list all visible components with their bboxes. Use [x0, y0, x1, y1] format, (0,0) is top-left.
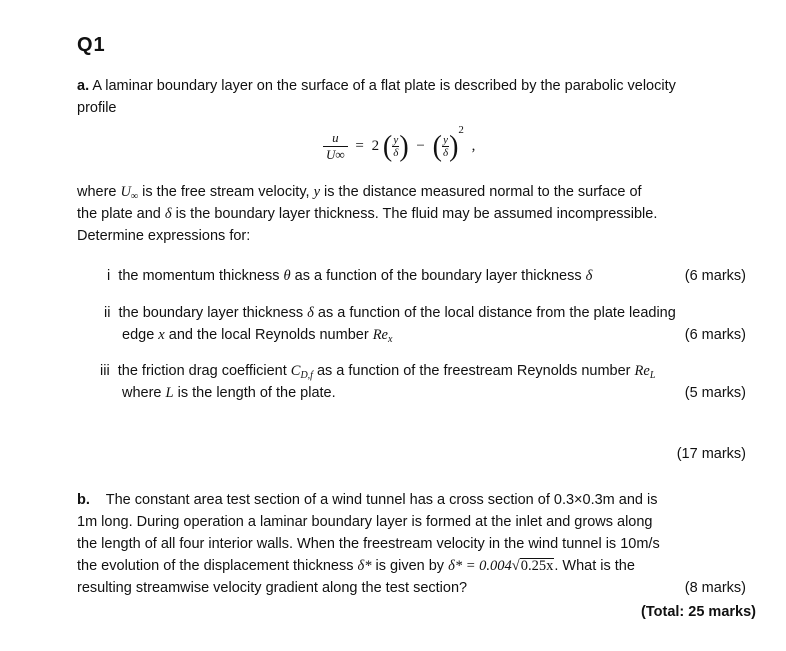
velocity-profile-equation: $\frac{u}{U\infty}$ = 2 ( $\frac{y}{\delta}$ ) − ( $\frac{y}{\delta}$ )2 ,: [323, 130, 479, 176]
item-i-marks: (6 marks): [684, 268, 746, 284]
grand-total-marks: (Total: 25 marks): [641, 604, 756, 620]
lhs-fraction: $\frac{u}{U\infty}$: [323, 130, 348, 163]
where-line2: the plate and δ is the boundary layer thickness. The fluid may be assumed incompressible.: [77, 206, 658, 222]
item-ii-line1: ii the boundary layer thickness δ as a function of the local distance from the plate leading: [104, 305, 676, 321]
part-a-intro-line1: [77, 78, 676, 94]
part-b-line4: the evolution of the displacement thickness δ* is given by δ* = 0.004√0.25x. What is the: [77, 558, 635, 574]
item-iii-line2: where L is the length of the plate.: [122, 385, 336, 401]
item-ii-marks: (6 marks): [684, 327, 746, 343]
part-a-intro-line2: profile: [77, 100, 117, 116]
part-b-label: b.: [77, 492, 90, 508]
part-a-total-marks: (17 marks): [676, 446, 746, 462]
part-a-label: a.: [77, 78, 90, 94]
item-ii-line2: edge x and the local Reynolds number $Re_x$: [122, 327, 393, 345]
displacement-thickness-equation: δ* = 0.004: [448, 558, 512, 574]
part-b-line5: resulting streamwise velocity gradient along the test section?: [77, 580, 468, 596]
item-iii-line1: iii the friction drag coefficient $C_{D,f}$ as a function of the freestream Reynolds number $Re_L$: [100, 363, 656, 381]
question-title: Q1: [77, 34, 106, 56]
part-a-intro-text: A laminar boundary layer on the surface of a flat plate is described by the parabolic velocity: [92, 78, 676, 94]
item-i: i the momentum thickness θ as a function of the boundary layer thickness δ: [107, 268, 593, 284]
where-line3: Determine expressions for:: [77, 228, 251, 244]
part-b-line3: the length of all four interior walls. When the freestream velocity in the wind tunnel is 10m/s: [77, 536, 660, 552]
part-b-line1: b. The constant area test section of a wind tunnel has a cross section of 0.3×0.3m and is: [77, 492, 658, 508]
where-line1: where $U_\infty$ is the free stream velocity, y is the distance measured normal to the surface of: [77, 184, 642, 202]
part-b-line2: 1m long. During operation a laminar boundary layer is formed at the inlet and grows along: [77, 514, 653, 530]
ratio-fraction-1: $\frac{y}{\delta}$: [393, 134, 399, 159]
ratio-fraction-2: $\frac{y}{\delta}$: [442, 134, 449, 159]
item-iii-marks: (5 marks): [684, 385, 746, 401]
part-b-marks: (8 marks): [684, 580, 746, 596]
